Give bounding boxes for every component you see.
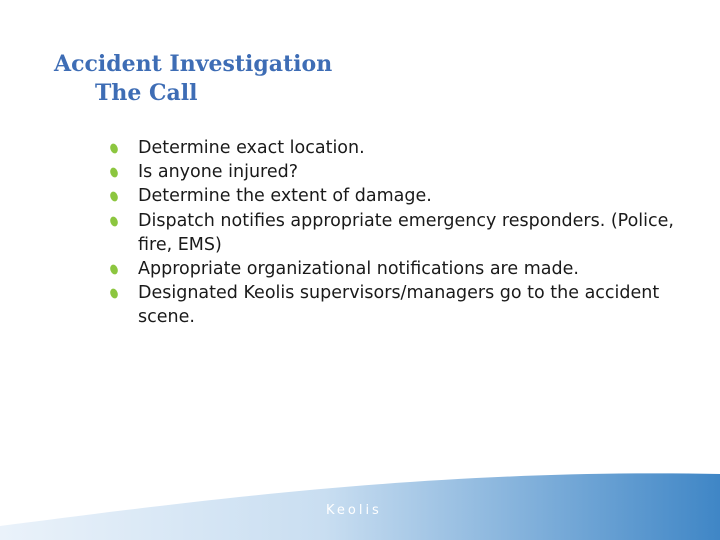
bullet-text: Appropriate organizational notifications are made. xyxy=(138,259,579,280)
keolis-logo: Keolis xyxy=(326,503,382,518)
bullet-text: Dispatch notifies appropriate emergency responders. (Police, fire, EMS) xyxy=(138,210,674,255)
bullet-list xyxy=(106,136,706,330)
list-item xyxy=(106,136,706,160)
list-item xyxy=(106,257,706,281)
bullet-text: Is anyone injured? xyxy=(138,162,299,183)
list-item xyxy=(106,184,706,208)
bullet-text: Designated Keolis supervisors/managers go to the accident scene. xyxy=(138,283,660,328)
footer-wave xyxy=(0,460,720,540)
title-line-2: The Call xyxy=(95,80,198,106)
title-line-1: Accident Investigation xyxy=(54,51,333,77)
leaf-bullet-icon xyxy=(110,143,118,154)
slide-title xyxy=(54,50,332,108)
leaf-bullet-icon xyxy=(110,264,118,275)
bullet-text: Determine the extent of damage. xyxy=(138,186,432,207)
list-item xyxy=(106,160,706,184)
leaf-bullet-icon xyxy=(110,167,118,178)
leaf-bullet-icon xyxy=(110,191,118,202)
bullet-text: Determine exact location. xyxy=(138,138,365,158)
list-item xyxy=(106,281,706,329)
list-item xyxy=(106,209,706,257)
leaf-bullet-icon xyxy=(110,288,118,299)
leaf-bullet-icon xyxy=(110,216,118,227)
